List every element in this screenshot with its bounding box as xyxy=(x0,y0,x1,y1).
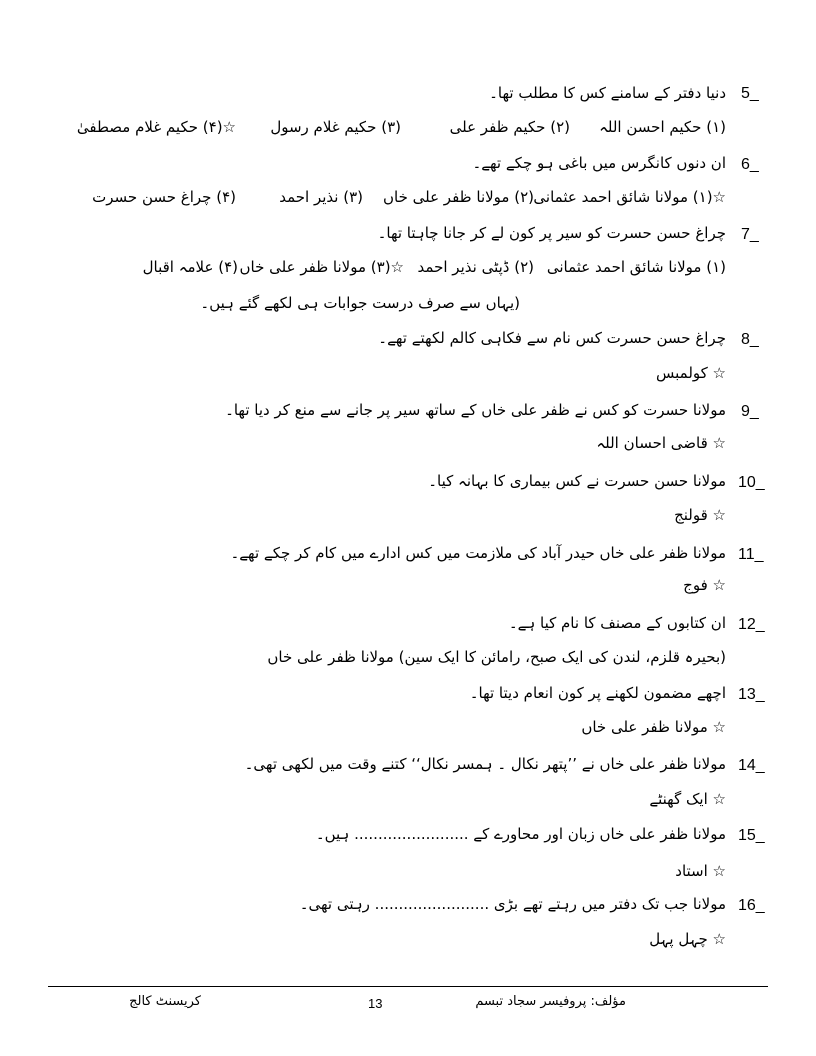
question-text: مولانا جب تک دفتر میں رہتے تھے بڑی ........................ رہتی تھی۔ xyxy=(299,895,726,913)
answer: ☆ استاد xyxy=(675,862,726,880)
question-text: ان کتابوں کے مصنف کا نام کیا ہے۔ xyxy=(508,614,726,632)
option-3: ☆(۳) مولانا ظفر علی خاں xyxy=(239,258,404,276)
answer: ☆ قولنج xyxy=(674,506,726,524)
question-text: اچھے مضمون لکھنے پر کون انعام دیتا تھا۔ xyxy=(469,684,726,702)
question-number: 9_ xyxy=(741,403,759,420)
answer: ☆ فوج xyxy=(683,576,726,594)
question-text: ان دنوں کانگرس میں باغی ہو چکے تھے۔ xyxy=(472,154,726,172)
question-number: 15_ xyxy=(738,827,765,844)
question-number: 14_ xyxy=(738,757,765,774)
question-text: مولانا ظفر علی خاں حیدر آباد کی ملازمت میں کس ادارے میں کام کر چکے تھے۔ xyxy=(230,544,726,562)
option-2: (۲) حکیم ظفر علی xyxy=(449,118,570,136)
answer: (بحیرہ قلزم، لندن کی ایک صبح، رامائن کا ایک سین) مولانا ظفر علی خاں xyxy=(267,648,726,666)
answer: ☆ کولمبس xyxy=(656,364,726,382)
question-text: دنیا دفتر کے سامنے کس کا مطلب تھا۔ xyxy=(489,84,726,102)
question-text: چراغ حسن حسرت کس نام سے فکاہی کالم لکھتے تھے۔ xyxy=(378,329,726,347)
question-number: 13_ xyxy=(738,686,765,703)
footer-divider xyxy=(48,986,768,987)
question-number: 7_ xyxy=(741,226,759,243)
option-4: (۴) چراغ حسن حسرت xyxy=(92,188,236,206)
option-2: (۲) مولانا ظفر علی خاں xyxy=(382,188,534,206)
footer-college: کریسنٹ کالج xyxy=(129,994,201,1009)
question-text: چراغ حسن حسرت کو سیر پر کون لے کر جانا چاہتا تھا۔ xyxy=(377,224,726,242)
option-4: (۴) علامہ اقبال xyxy=(142,258,238,276)
question-number: 12_ xyxy=(738,616,765,633)
question-text: مولانا ظفر علی خاں زبان اور محاورے کے ........................ ہیں۔ xyxy=(315,825,726,843)
answer: ☆ مولانا ظفر علی خاں xyxy=(581,718,726,736)
question-number: 16_ xyxy=(738,897,765,914)
question-text: مولانا ظفر علی خاں نے ’’پتھر نکال ۔ ہمسر نکال‘‘ کتنے وقت میں لکھی تھی۔ xyxy=(244,755,726,773)
question-text: مولانا حسن حسرت نے کس بیماری کا بہانہ کیا۔ xyxy=(428,472,726,490)
option-2: (۲) ڈپٹی نذیر احمد xyxy=(417,258,534,276)
option-4: ☆(۴) حکیم غلام مصطفیٰ xyxy=(76,118,236,136)
question-number: 11_ xyxy=(738,546,764,563)
option-1: ☆(۱) مولانا شائق احمد عثمانی xyxy=(533,188,726,206)
option-1: (۱) مولانا شائق احمد عثمانی xyxy=(546,258,726,276)
question-number: 5_ xyxy=(741,85,759,102)
question-number: 8_ xyxy=(741,331,759,348)
option-3: (۳) حکیم غلام رسول xyxy=(270,118,401,136)
question-number: 10_ xyxy=(738,474,765,491)
question-number: 6_ xyxy=(741,156,759,173)
answer: ☆ چہل پہل xyxy=(649,930,726,948)
page-number: 13 xyxy=(368,996,383,1011)
option-3: (۳) نذیر احمد xyxy=(279,188,363,206)
answer: ☆ ایک گھنٹے xyxy=(649,790,726,808)
answer: ☆ قاضی احسان اللہ xyxy=(596,434,726,452)
footer-author: مؤلف: پروفیسر سجاد تبسم xyxy=(475,994,626,1009)
answers-note: (یہاں سے صرف درست جوابات ہی لکھے گئے ہیں۔ xyxy=(200,294,520,312)
option-1: (۱) حکیم احسن اللہ xyxy=(599,118,726,136)
question-text: مولانا حسرت کو کس نے ظفر علی خاں کے ساتھ سیر پر جانے سے منع کر دیا تھا۔ xyxy=(225,401,726,419)
